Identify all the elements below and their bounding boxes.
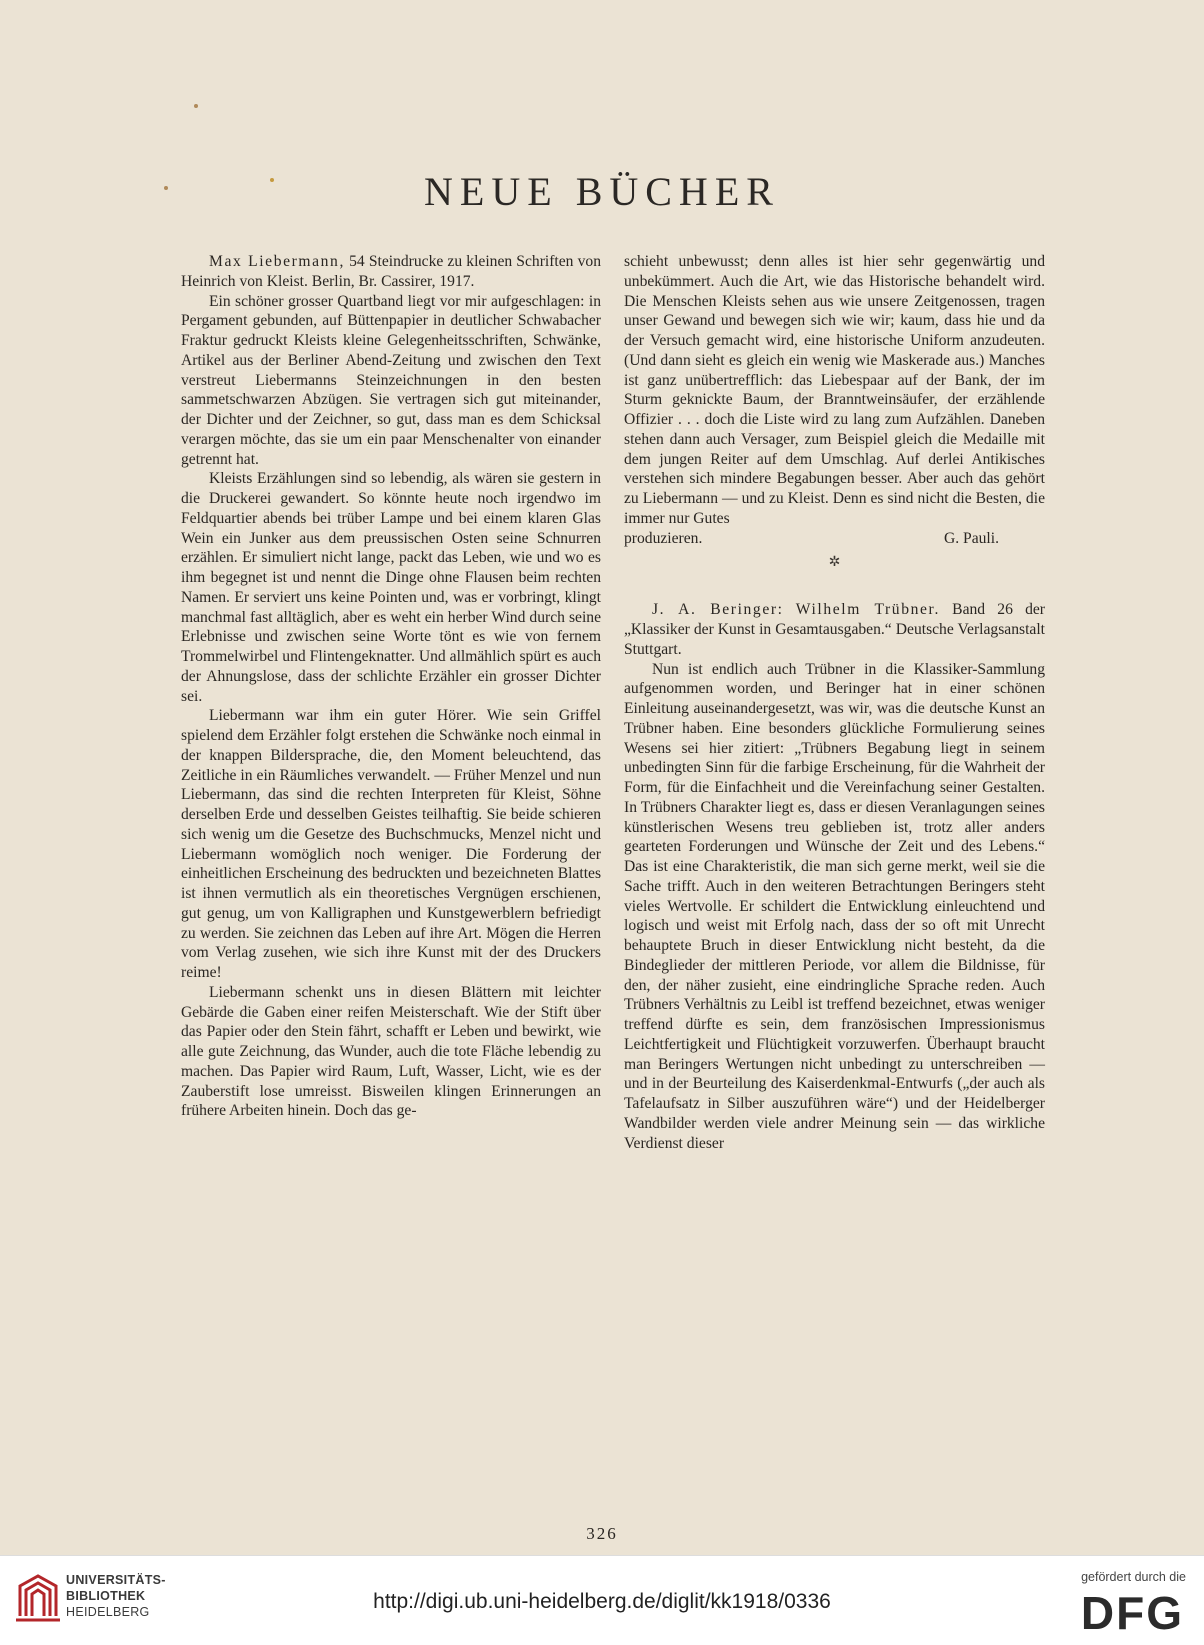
review-heading-liebermann xyxy=(181,252,601,292)
review-heading-text: 54 Steindrucke zu kleinen Schriften von Heinrich von Kleist. Berlin, Br. Cassirer, 1917. xyxy=(181,253,601,290)
review-heading-beringer xyxy=(624,600,1045,659)
signature: G. Pauli. xyxy=(943,529,999,547)
paragraph: Nun ist endlich auch Trübner in die Klassiker-Sammlung aufgenommen worden, und Beringer hat in einer schönen Einleitung auseinandergesetzt, was wir, was die deutsche Kunst an Trübner haben. Eine besonders glückliche Formulierung seines Wesens sei hier zitiert: „Trübners Begabung liegt in seinem unbedingten Sinn für die farbige Erscheinung, für die Wahrheit der Form, für die Einfachheit und die Vereinfachung seiner Gestalten. In Trübners Charakter liegt es, dass er diesen Veranlagungen seines künstlerischen Wesens treu geblieben ist, trotz aller anders gearteten Forderungen und Wünsche der Zeit und des Lebens.“ Das ist eine Charakteristik, die man sich gerne merkt, weil sie die Sache trifft. Auch in den weiteren Betrachtungen Beringers steht vieles Wertvolle. Er schildert die Entwicklung einleuchtend und logisch und weist mit Erfolg nach, dass der so oft mit Unrecht behauptete Bruch in dieser Entwicklung nicht besteht, da die Bindeglieder der mittleren Periode, vor allem die Bildnisse, für den, der näher zusieht, eine eindringliche Sprache reden. Auch Trübners Verhältnis zu Leibl ist treffend bezeichnet, etwas weniger treffend dürfte es sein, dem französischen Impressionismus Leichtfertigkeit und Flüchtigkeit vorzuwerfen. Überhaupt braucht man Beringers Wertungen nicht unbedingt zu unterschreiben — und in der Beurteilung des Kaiserdenkmal-Entwurfs („der auch als Tafelaufsatz in Silber auszuführen wäre“) und der Heidelberger Wandbilder werden viele andrer Meinung sein — das wirkliche Verdienst dieser xyxy=(624,660,1045,1152)
review-book-title: Wilhelm Trübner. xyxy=(795,601,940,619)
dfg-logo[interactable]: DFG xyxy=(1080,1587,1184,1639)
right-column xyxy=(624,252,1045,1153)
library-name-line: UNIVERSITÄTS- xyxy=(66,1573,166,1587)
left-column xyxy=(181,252,601,1121)
page-number: 326 xyxy=(586,1524,618,1543)
paragraph: Ein schöner grosser Quartband liegt vor mir aufgeschlagen: in Pergament gebunden, auf Büttenpapier in deutlicher Schwabacher Fraktur gedruckt Kleists kleine Gelegenheitsschriften, Schwänke, Artikel aus der Berliner Abend-Zeitung und zwischen den Text verstreut Liebermanns Steinzeichnungen in den besten sammetschwarzen Abzügen. Sie vertragen sich gut miteinander, der Dichter und der Zeichner, so gut, dass man es dem Schicksal verargen möchte, das sie um ein paar Menschenalter von einander getrennt hat. xyxy=(181,292,601,468)
closing-word: produzieren. xyxy=(624,529,703,547)
funding-caption: gefördert durch die xyxy=(1081,1570,1186,1584)
page-title: NEUE BÜCHER xyxy=(424,169,780,214)
permalink-url[interactable]: http://digi.ub.uni-heidelberg.de/diglit/kk1918/0336 xyxy=(373,1590,831,1613)
review-heading-text: Band 26 der „Klassiker der Kunst in Gesamtausgaben.“ Deutsche Verlagsanstalt Stuttgart. xyxy=(624,601,1046,658)
paragraph: Liebermann schenkt uns in diesen Blättern mit leichter Gebärde die Gaben einer reifen Meisterschaft. Wie der Stift über das Papier oder den Stein fährt, schafft er Leben und bewirkt, wie alle gute Zeichnung, das Wunder, auch die tote Fläche lebendig zu machen. Das Papier wird Raum, Luft, Wasser, Licht, wie es der Zauberstift lose umreisst. Bisweilen klingen Erinnerungen an frühere Arbeiten hinein. Doch das ge- xyxy=(181,983,601,1120)
review-author: J. A. Beringer: xyxy=(652,601,784,619)
review-author: Max Liebermann, xyxy=(209,253,345,270)
library-name-line: BIBLIOTHEK xyxy=(66,1589,146,1603)
paragraph-continued: schieht unbewusst; denn alles ist hier sehr gegenwärtig und unbekümmert. Auch die Art, wie das Historische behandelt wird. Die Menschen Kleists sehen aus wie unsere Zeitgenossen, tragen unser Gewand und bewegen sich wie wir; kaum, dass hie und da der Versuch gemacht wird, eine historische Uniform anzudeuten. (Und dann sieht es gleich ein wenig wie Maskerade aus.) Manches ist ganz unübertrefflich: das Liebespaar auf der Bank, der im Sturm geknickte Baum, der Branntweinsäufer, der erzählende Offizier . . . doch die Liste wird zu lang zum Aufzählen. Daneben stehen dann auch Versager, zum Beispiel gleich die Medaille mit dem jungen Reiter auf dem Umschlag. Auf derlei Antikisches verstehen sich mindere Begabungen besser. Aber auch das gehört zu Liebermann — und zu Kleist. Denn es sind nicht die Besten, die immer nur Gutes xyxy=(624,253,1045,527)
signature-line xyxy=(624,529,1045,549)
library-name-line: HEIDELBERG xyxy=(66,1605,150,1619)
paragraph: Liebermann war ihm ein guter Hörer. Wie sein Griffel spielend dem Erzähler folgt erstehen die Schwänke noch einmal in der knappen Bildersprache, die, den Moment beleuchtend, das Zeitliche in ein Räumliches verwandelt. — Früher Menzel und nun Liebermann, das sind die rechten Interpreten für Kleist, Söhne derselben Erde und desselben Geistes teilhaftig. Sie beide schieren sich wenig um die Gesetze des Buchschmucks, Menzel nicht und Liebermann womöglich noch weniger. Die Forderung der einheitlichen Erscheinung des bedruckten und bezeichneten Blattes ist ihnen vermutlich als ein theoretisches Vergnügen erschienen, gut genug, um von Kalligraphen und Kunstgewerblern befriedigt zu werden. Sie zeichnen das Leben auf ihre Art. Mögen die Herren vom Verlag zusehen, wie sich ihre Kunst mit der des Druckers reime! xyxy=(181,707,602,981)
paper-speck xyxy=(194,104,198,108)
paragraph: Kleists Erzählungen sind so lebendig, als wären sie gestern in die Druckerei gewandert. So könnte heute noch irgendwo im Feldquartier abends bei trüber Lampe und bei einem klaren Glas Wein ein Junker aus dem preussischen Osten seine Schnurren erzählen. Er simuliert nicht lange, packt das Leben, wie und wo es ihm begegnet ist und nennt die Dinge ohne Flausen beim rechten Namen. Er serviert uns keine Pointen und, was er vorbringt, klingt manchmal fast alltäglich, aber es weht ein herber Wind durch seine Erlebnisse und zwischen seine Worte tönt es wie von fernem Trommelwirbel und Flintengeknatter. Und allmählich spürt es auch der Ahnungslose, dass der schlichte Erzähler ein grosser Dichter sei. xyxy=(181,470,601,705)
viewer-footer xyxy=(0,1555,1204,1645)
section-separator-icon: ✲ xyxy=(828,555,841,571)
